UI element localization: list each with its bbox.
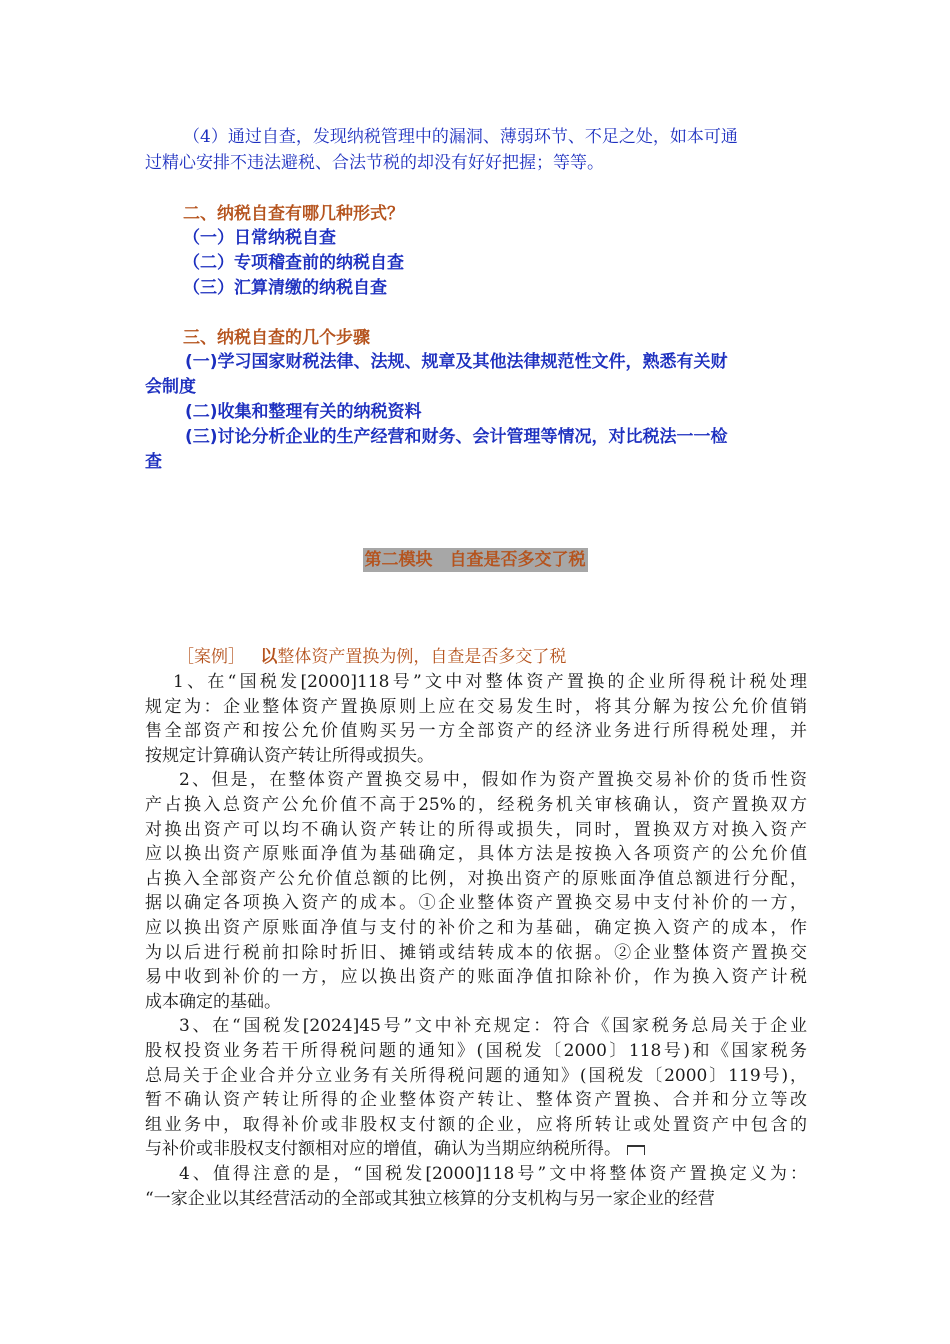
case-p2-line-9: 易中收到补价的一方，应以换出资产的账面净值扣除补价，作为换入资产计税 bbox=[145, 967, 807, 988]
para4-line2: 过精心安排不违法避税、合法节税的却没有好好把握；等等。 bbox=[145, 153, 604, 173]
section2-item-2: （二）专项稽查前的纳税自查 bbox=[183, 253, 404, 273]
case-p3-line-6: 与补价或非股权支付额相对应的增值，确认为当期应纳税所得。 bbox=[145, 1137, 807, 1162]
case-p2-line-5: 占换入全部资产公允价值总额的比例，对换出资产的原账面净值总额进行分配， bbox=[145, 868, 807, 889]
case-p1-line-2: 规定为：企业整体资产置换原则上应在交易发生时，将其分解为按公允价值销 bbox=[145, 696, 807, 717]
section2-item-3: （三）汇算清缴的纳税自查 bbox=[183, 278, 387, 298]
para4-line1: （4）通过自查，发现纳税管理中的漏洞、薄弱环节、不足之处，如本可通 bbox=[183, 127, 738, 147]
module-title bbox=[0, 548, 950, 573]
step3-line1: (三)讨论分析企业的生产经营和财务、会计管理等情况，对比税法一一检 bbox=[185, 427, 728, 447]
case-p4-line-2: “一家企业以其经营活动的全部或其独立核算的分支机构与另一家企业的经营 bbox=[145, 1188, 715, 1209]
section2-heading: 二、纳税自查有哪几种形式？ bbox=[183, 204, 404, 224]
case-p2-line-1: 2、但是，在整体资产置换交易中，假如作为资产置换交易补价的货币性资 bbox=[179, 770, 807, 791]
case-title-line bbox=[177, 645, 566, 670]
case-p1-line-1: 1、在“国税发[2000]118号”文中对整体资产置换的企业所得税计税处理 bbox=[173, 672, 807, 692]
case-p2-line-7: 应以换出资产原账面净值与支付的补价之和为基础，确定换入资产的成本，作 bbox=[145, 918, 807, 938]
case-p3-line-1: 3、在“国税发[2024]45号”文中补充规定：符合《国家税务总局关于企业 bbox=[179, 1016, 807, 1037]
case-p2-line-10: 成本确定的基础。 bbox=[145, 991, 281, 1012]
case-p2-line-4: 应以换出资产原账面净值为基础确定，具体方法是按换入各项资产的公允价值 bbox=[145, 844, 807, 865]
case-p2-line-3: 对换出资产可以均不确认资产转让的所得或损失，同时，置换双方对换入资产 bbox=[145, 819, 807, 840]
case-label: ［案例］ bbox=[177, 647, 245, 667]
case-title: 整体资产置换为例，自查是否多交了税 bbox=[277, 647, 567, 667]
case-p2-line-8: 为以后进行税前扣除时折旧、摊销或结转成本的依据。②企业整体资产置换交 bbox=[145, 942, 807, 963]
step3-line2: 查 bbox=[145, 452, 162, 472]
case-p1-line-3: 售全部资产和按公允价值购买另一方全部资产的经济业务进行所得税处理，并 bbox=[145, 721, 807, 742]
case-p2-line-6: 据以确定各项换入资产的成本。①企业整体资产置换交易中支付补价的一方， bbox=[145, 893, 807, 914]
case-p3-line-5: 组业务中，取得补价或非股权支付额的企业，应将所转让或处置资产中包含的 bbox=[145, 1114, 807, 1135]
step1-line2: 会制度 bbox=[145, 377, 196, 397]
step1-line1: (一)学习国家财税法律、法规、规章及其他法律规范性文件，熟悉有关财 bbox=[185, 352, 728, 372]
case-title-prefix: 以 bbox=[260, 647, 278, 667]
bracket-mark-icon bbox=[627, 1145, 645, 1155]
case-p4-line-1: 4、值得注意的是，“国税发[2000]118号”文中将整体资产置换定义为： bbox=[179, 1164, 807, 1184]
case-p3-line-4: 暂不确认资产转让所得的企业整体资产转让、整体资产置换、合并和分立等改 bbox=[145, 1090, 807, 1111]
case-p3-line-3: 总局关于企业合并分立业务有关所得税问题的通知》(国税发〔2000〕119号)， bbox=[145, 1065, 807, 1086]
section2-item-1: （一）日常纳税自查 bbox=[183, 228, 336, 248]
section3-heading: 三、纳税自查的几个步骤 bbox=[183, 328, 370, 348]
step2: (二)收集和整理有关的纳税资料 bbox=[185, 402, 422, 422]
case-p1-line-4: 按规定计算确认资产转让所得或损失。 bbox=[145, 745, 434, 766]
case-p3-line-2: 股权投资业务若干所得税问题的通知》(国税发〔2000〕118号)和《国家税务 bbox=[145, 1041, 807, 1061]
module-title-text: 第二模块 自查是否多交了税 bbox=[364, 550, 586, 570]
case-p2-line-2: 产占换入总资产公允价值不高于25%的，经税务机关审核确认，资产置换双方 bbox=[145, 795, 807, 815]
